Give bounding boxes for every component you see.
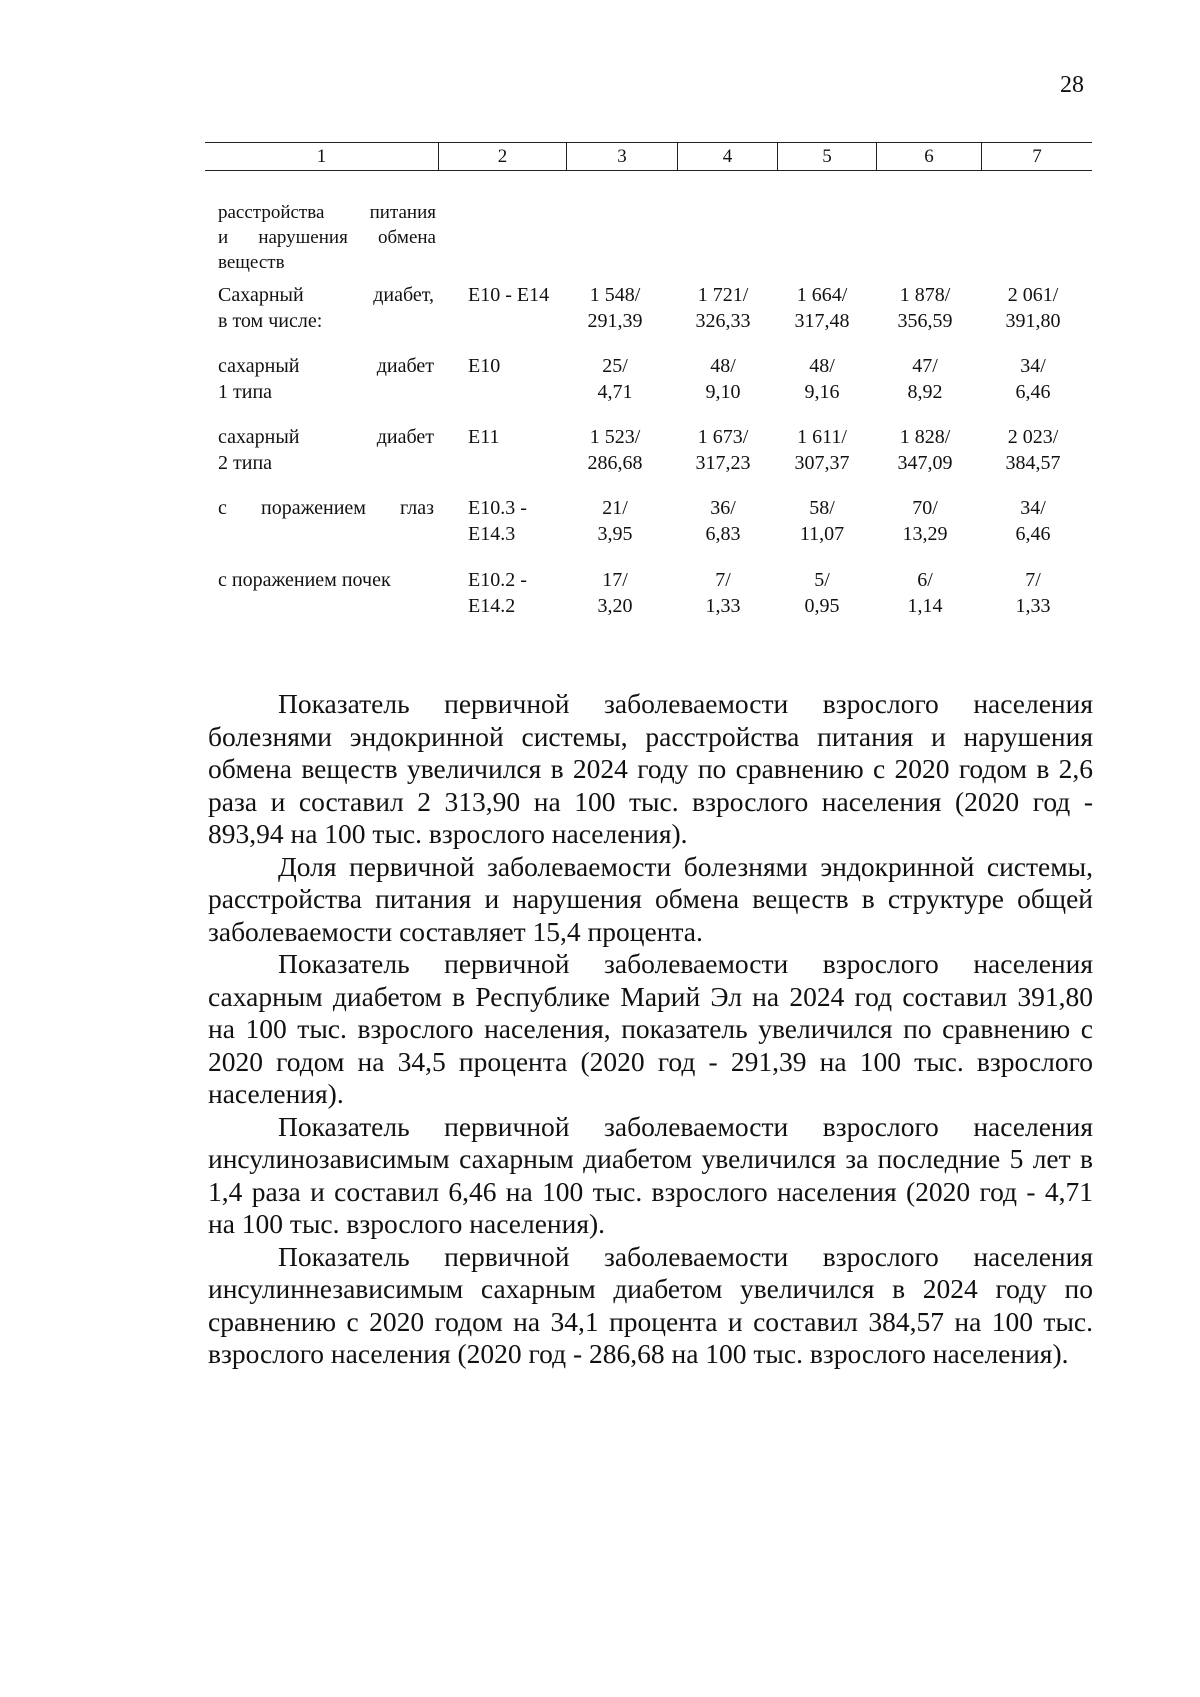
row-name-line: [218, 353, 434, 379]
row-name: [218, 353, 434, 405]
value-cell: [978, 424, 1088, 476]
value-cell: [767, 495, 877, 547]
paragraph: Показатель первичной заболеваемости взрослого населения болезнями эндокринной системы, расстройства питания и нарушения обмена веществ увеличился в 2024 году по сравнению с 2020 годом в 2,6 раза и составил 2 313,90 на 100 тыс. взрослого населения (2020 год - 893,94 на 100 тыс. взрослого населения).: [208, 688, 1093, 849]
rate-per-100k: 11,07: [799, 523, 845, 545]
rate-per-100k: 307,37: [794, 452, 850, 474]
value-cell: [767, 282, 877, 334]
table-row: [0, 353, 1200, 409]
row-name: [218, 424, 434, 476]
row-name-word: сахарный: [218, 355, 300, 377]
icd-code-line: E11: [468, 426, 500, 448]
row-name-word: в том числе:: [218, 310, 323, 332]
value-cell: [668, 495, 778, 547]
absolute-count: 1 721/: [697, 284, 749, 306]
table-row: [0, 567, 1200, 623]
paragraph: Показатель первичной заболеваемости взрослого населения сахарным диабетом в Республике Марий Эл на 2024 год составил 391,80 на 100 тыс. взрослого населения, показатель увеличился по сравнению с 2020 годом на 34,5 процента (2020 год - 291,39 на 100 тыс. взрослого населения).: [208, 948, 1093, 1109]
value-cell: [978, 282, 1088, 334]
row-name-word: с поражением почек: [218, 569, 391, 591]
absolute-count: 36/: [710, 497, 736, 519]
absolute-count: 17/: [602, 569, 628, 591]
value-cell: [560, 567, 670, 619]
category-line: [218, 200, 436, 225]
icd-code-line: E10.2 -: [468, 569, 527, 591]
row-name-line: [218, 450, 434, 476]
category-word: расстройства: [218, 202, 325, 223]
absolute-count: 1 673/: [697, 426, 749, 448]
icd-code-line: E10 - E14: [468, 284, 550, 306]
absolute-count: 7/: [715, 569, 731, 591]
table-row: [0, 495, 1200, 551]
rate-per-100k: 347,09: [897, 452, 953, 474]
page-number: 28: [1060, 72, 1084, 98]
value-cell: [767, 353, 877, 405]
absolute-count: 1 611/: [797, 426, 847, 448]
paragraph: Доля первичной заболеваемости болезнями эндокринной системы, расстройства питания и нарушения обмена веществ в структуре общей заболеваемости составляет 15,4 процента.: [208, 850, 1093, 947]
value-cell: [978, 495, 1088, 547]
rate-per-100k: 317,23: [695, 452, 751, 474]
column-number-7: 7: [981, 143, 1092, 170]
value-cell: [560, 353, 670, 405]
rate-per-100k: 13,29: [902, 523, 948, 545]
row-name-word: сахарный: [218, 426, 300, 448]
paragraph: Показатель первичной заболеваемости взрослого населения инсулинозависимым сахарным диабетом увеличился за последние 5 лет в 1,4 раза и составил 6,46 на 100 тыс. взрослого населения (2020 год - 4,71 на 100 тыс. взрослого населения).: [208, 1110, 1093, 1239]
rate-per-100k: 317,48: [794, 310, 850, 332]
row-name-word: поражением: [260, 497, 366, 519]
rate-per-100k: 1,33: [1015, 595, 1051, 617]
table-row: [0, 424, 1200, 480]
absolute-count: 1 828/: [899, 426, 951, 448]
rate-per-100k: 3,20: [597, 595, 633, 617]
absolute-count: 25/: [602, 355, 628, 377]
rate-per-100k: 9,16: [804, 381, 840, 403]
category-line: [218, 225, 436, 250]
rate-per-100k: 8,92: [907, 381, 943, 403]
row-name-line: [218, 424, 434, 450]
absolute-count: 7/: [1025, 569, 1041, 591]
rate-per-100k: 291,39: [587, 310, 643, 332]
row-name: [218, 282, 434, 334]
value-cell: [560, 424, 670, 476]
row-name-line: [218, 495, 434, 521]
value-cell: [978, 353, 1088, 405]
rate-per-100k: 6,83: [705, 523, 741, 545]
value-cell: [560, 495, 670, 547]
absolute-count: 21/: [602, 497, 628, 519]
absolute-count: 47/: [912, 355, 938, 377]
body-text: [208, 688, 1093, 1371]
row-name-word: 1 типа: [218, 381, 273, 403]
row-name-word: глаз: [400, 497, 434, 519]
absolute-count: 6/: [917, 569, 933, 591]
icd-code-line: E14.3: [468, 523, 516, 545]
icd-code-line: E10.3 -: [468, 497, 527, 519]
value-cell: [870, 495, 980, 547]
icd-code-line: E10: [468, 355, 501, 377]
column-number-5: 5: [777, 143, 876, 170]
category-word: нарушения: [258, 227, 348, 248]
category-word: и: [218, 227, 229, 248]
absolute-count: 48/: [710, 355, 736, 377]
value-cell: [870, 282, 980, 334]
value-cell: [668, 424, 778, 476]
value-cell: [870, 567, 980, 619]
value-cell: [560, 282, 670, 334]
category-word: питания: [369, 202, 436, 223]
category-word: веществ: [218, 252, 285, 273]
absolute-count: 34/: [1020, 497, 1046, 519]
value-cell: [870, 424, 980, 476]
value-cell: [668, 353, 778, 405]
rate-per-100k: 326,33: [695, 310, 751, 332]
rate-per-100k: 6,46: [1015, 523, 1051, 545]
absolute-count: 5/: [814, 569, 830, 591]
icd-code: [468, 567, 558, 619]
rate-per-100k: 6,46: [1015, 381, 1051, 403]
absolute-count: 34/: [1020, 355, 1046, 377]
absolute-count: 70/: [912, 497, 938, 519]
absolute-count: 1 548/: [589, 284, 641, 306]
absolute-count: 1 878/: [899, 284, 951, 306]
column-number-3: 3: [566, 143, 677, 170]
column-number-4: 4: [677, 143, 777, 170]
table-category-label: [218, 200, 436, 275]
row-name-word: Сахарный: [218, 284, 304, 306]
paragraph: Показатель первичной заболеваемости взрослого населения инсулиннезависимым сахарным диабетом увеличился в 2024 году по сравнению с 2020 годом на 34,1 процента и составил 384,57 на 100 тыс. взрослого населения (2020 год - 286,68 на 100 тыс. взрослого населения).: [208, 1240, 1093, 1369]
row-name: [218, 567, 434, 593]
icd-code: [468, 282, 558, 308]
rate-per-100k: 1,14: [907, 595, 943, 617]
column-number-2: 2: [438, 143, 566, 170]
absolute-count: 1 523/: [589, 426, 641, 448]
value-cell: [767, 567, 877, 619]
row-name-line: [218, 282, 434, 308]
icd-code: [468, 495, 558, 547]
row-name: [218, 495, 434, 521]
icd-code: [468, 424, 558, 450]
rate-per-100k: 391,80: [1005, 310, 1061, 332]
rate-per-100k: 286,68: [587, 452, 643, 474]
row-name-word: с: [218, 497, 227, 519]
rate-per-100k: 4,71: [597, 381, 633, 403]
table-header-row: [205, 142, 1092, 171]
column-number-6: 6: [876, 143, 981, 170]
absolute-count: 2 023/: [1007, 426, 1059, 448]
absolute-count: 1 664/: [796, 284, 848, 306]
row-name-line: [218, 567, 434, 593]
rate-per-100k: 356,59: [897, 310, 953, 332]
absolute-count: 48/: [809, 355, 835, 377]
row-name-word: 2 типа: [218, 452, 273, 474]
value-cell: [978, 567, 1088, 619]
rate-per-100k: 3,95: [597, 523, 633, 545]
row-name-word: диабет,: [373, 284, 434, 306]
rate-per-100k: 0,95: [804, 595, 840, 617]
value-cell: [668, 567, 778, 619]
value-cell: [668, 282, 778, 334]
value-cell: [870, 353, 980, 405]
value-cell: [767, 424, 877, 476]
absolute-count: 58/: [809, 497, 835, 519]
column-number-1: 1: [316, 145, 327, 167]
category-line: [218, 250, 436, 275]
icd-code: [468, 353, 558, 379]
row-name-line: [218, 308, 434, 334]
row-name-line: [218, 379, 434, 405]
rate-per-100k: 9,10: [705, 381, 741, 403]
row-name-word: диабет: [376, 355, 434, 377]
icd-code-line: E14.2: [468, 595, 516, 617]
absolute-count: 2 061/: [1007, 284, 1059, 306]
table-row: [0, 282, 1200, 338]
row-name-word: диабет: [376, 426, 434, 448]
rate-per-100k: 1,33: [705, 595, 741, 617]
rate-per-100k: 384,57: [1005, 452, 1061, 474]
category-word: обмена: [377, 227, 436, 248]
